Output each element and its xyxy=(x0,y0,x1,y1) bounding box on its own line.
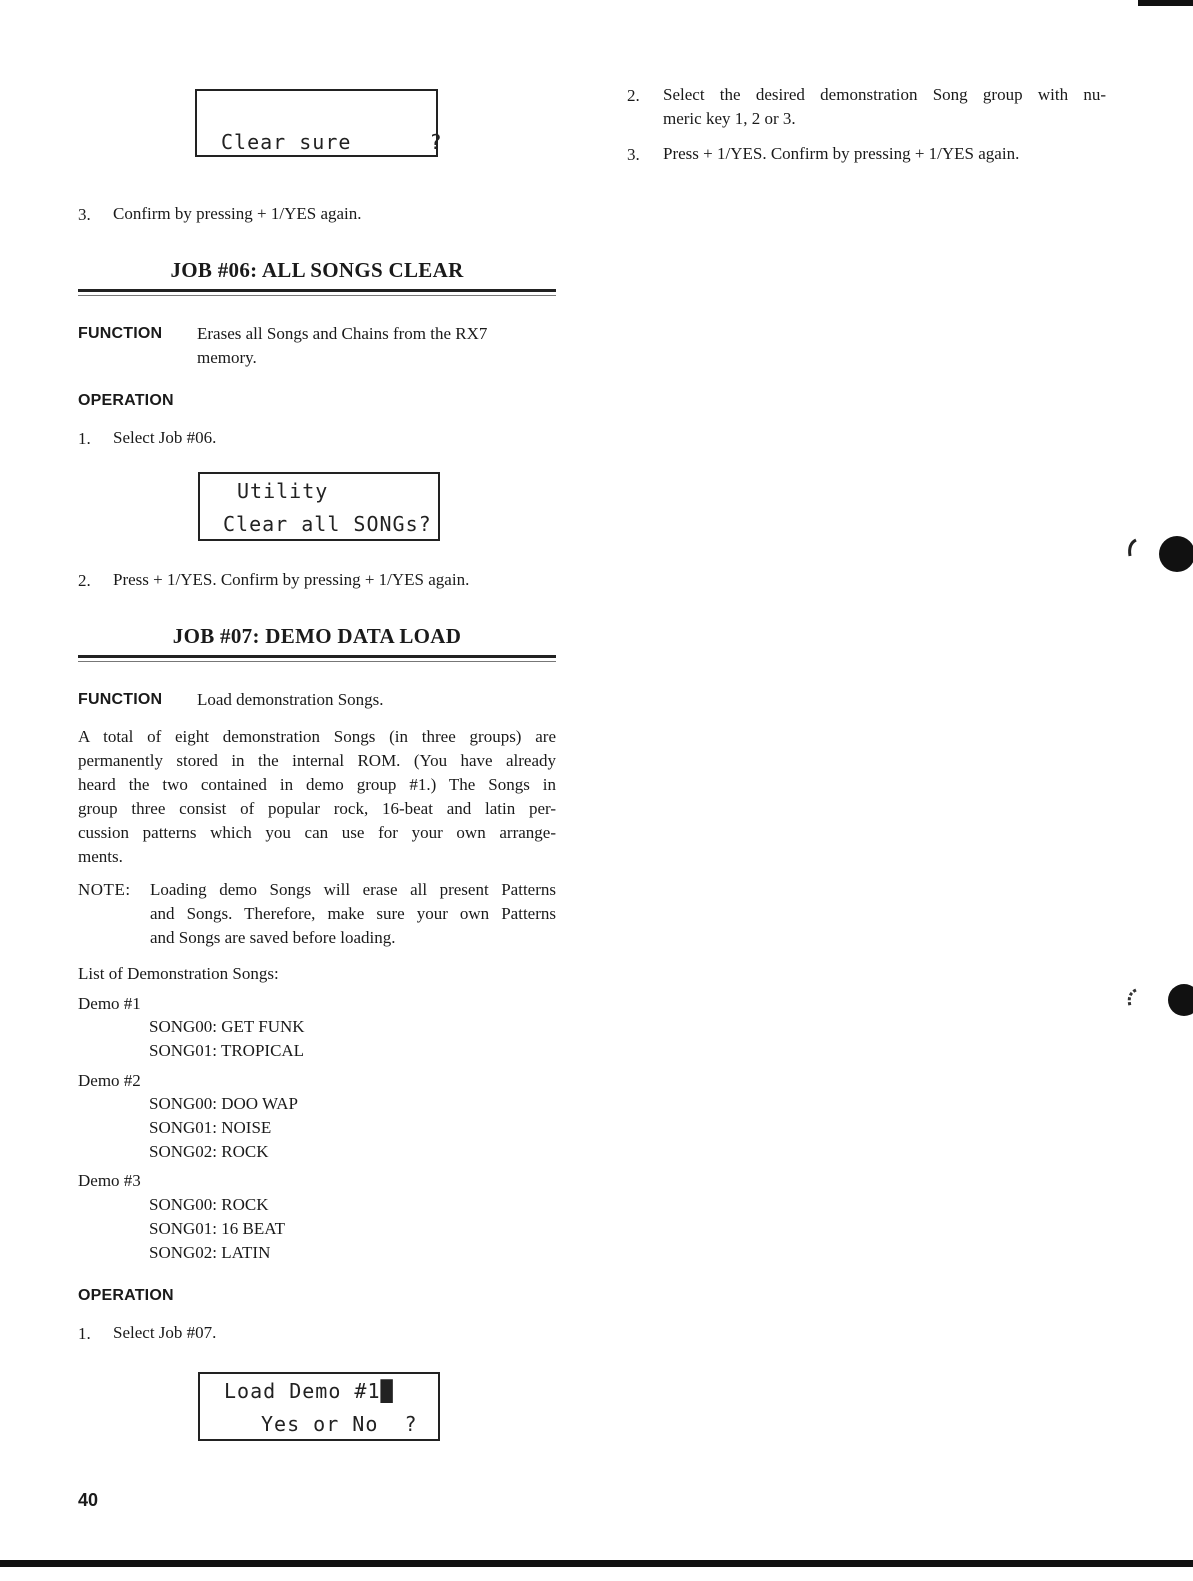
lcd-display-utility xyxy=(198,472,440,541)
lcd-line-1: Utility xyxy=(237,479,329,503)
paragraph-line: A total of eight demonstration Songs (in three groups) are xyxy=(78,727,556,746)
function-label: FUNCTION xyxy=(78,691,163,708)
heading-rule xyxy=(78,655,556,658)
paragraph-line: permanently stored in the internal ROM. (You have already xyxy=(78,751,556,770)
page-number: 40 xyxy=(78,1490,99,1510)
step-text: Select Job #07. xyxy=(113,1323,217,1342)
operation-label: OPERATION xyxy=(78,392,174,409)
song-item: SONG02: ROCK xyxy=(149,1142,269,1161)
section-heading-job07: JOB #07: DEMO DATA LOAD xyxy=(172,624,462,648)
paragraph-line: ments. xyxy=(78,847,123,866)
lcd-line-1 xyxy=(224,1379,394,1403)
lcd-cursor: █ xyxy=(380,1379,394,1403)
step-number: 3. xyxy=(627,145,640,164)
demo-group-name: Demo #2 xyxy=(78,1071,141,1090)
paragraph-line: cussion patterns which you can use for your own arrange- xyxy=(78,823,556,842)
lcd-display-clear-sure xyxy=(195,89,443,157)
demo-group-name: Demo #3 xyxy=(78,1171,141,1190)
lcd-line-2: Clear sure ? xyxy=(221,130,443,154)
step-number: 2. xyxy=(627,86,640,105)
function-text: Load demonstration Songs. xyxy=(197,690,384,709)
scan-corner-mark xyxy=(1138,0,1193,6)
song-item: SONG00: ROCK xyxy=(149,1195,269,1214)
step-text: Press + 1/YES. Confirm by pressing + 1/YES again. xyxy=(113,570,470,589)
step-number: 1. xyxy=(78,1324,91,1343)
song-item: SONG02: LATIN xyxy=(149,1243,271,1262)
step-text: Select Job #06. xyxy=(113,428,217,447)
song-item: SONG01: 16 BEAT xyxy=(149,1219,286,1238)
step-text: Confirm by pressing + 1/YES again. xyxy=(113,204,362,223)
step-number: 3. xyxy=(78,205,91,224)
note-label: NOTE: xyxy=(78,880,131,899)
heading-rule xyxy=(78,289,556,292)
step-text-line: Select the desired demonstration Song group with nu- xyxy=(663,85,1106,104)
lcd-line-1-text: Load Demo #1 xyxy=(224,1379,381,1403)
function-text-line: Erases all Songs and Chains from the RX7 xyxy=(197,324,488,343)
song-item: SONG00: GET FUNK xyxy=(149,1017,305,1036)
note-text xyxy=(150,878,556,950)
section-heading-job06: JOB #06: ALL SONGS CLEAR xyxy=(170,258,464,282)
paragraph-line: heard the two contained in demo group #1.) The Songs in xyxy=(78,775,556,794)
binder-hole-mark-icon xyxy=(1122,978,1193,1024)
heading-rule-thin xyxy=(78,661,556,662)
note-line: Loading demo Songs will erase all present Patterns xyxy=(150,880,556,899)
binder-hole-mark-icon xyxy=(1122,530,1193,580)
song-item: SONG01: TROPICAL xyxy=(149,1041,305,1060)
note-line: and Songs. Therefore, make sure your own Patterns xyxy=(150,904,556,923)
heading-rule-thin xyxy=(78,295,556,296)
note-line: and Songs are saved before loading. xyxy=(150,928,396,947)
song-item: SONG01: NOISE xyxy=(149,1118,272,1137)
lcd-line-2: Yes or No ? xyxy=(261,1412,418,1436)
step-number: 1. xyxy=(78,429,91,448)
function-text-line: memory. xyxy=(197,348,257,367)
song-item: SONG00: DOO WAP xyxy=(149,1094,298,1113)
demo-group-name: Demo #1 xyxy=(78,994,141,1013)
operation-label: OPERATION xyxy=(78,1287,174,1304)
list-title: List of Demonstration Songs: xyxy=(78,964,279,983)
step-text: Press + 1/YES. Confirm by pressing + 1/YES again. xyxy=(663,144,1020,163)
bottom-rule xyxy=(0,1560,1193,1567)
function-label: FUNCTION xyxy=(78,325,163,342)
lcd-line-2: Clear all SONGs? xyxy=(223,512,432,536)
step-text-line: meric key 1, 2 or 3. xyxy=(663,109,796,128)
step-number: 2. xyxy=(78,571,91,590)
paragraph-line: group three consist of popular rock, 16-beat and latin per- xyxy=(78,799,556,818)
lcd-display-load-demo xyxy=(198,1372,440,1441)
description-paragraph xyxy=(78,725,556,869)
